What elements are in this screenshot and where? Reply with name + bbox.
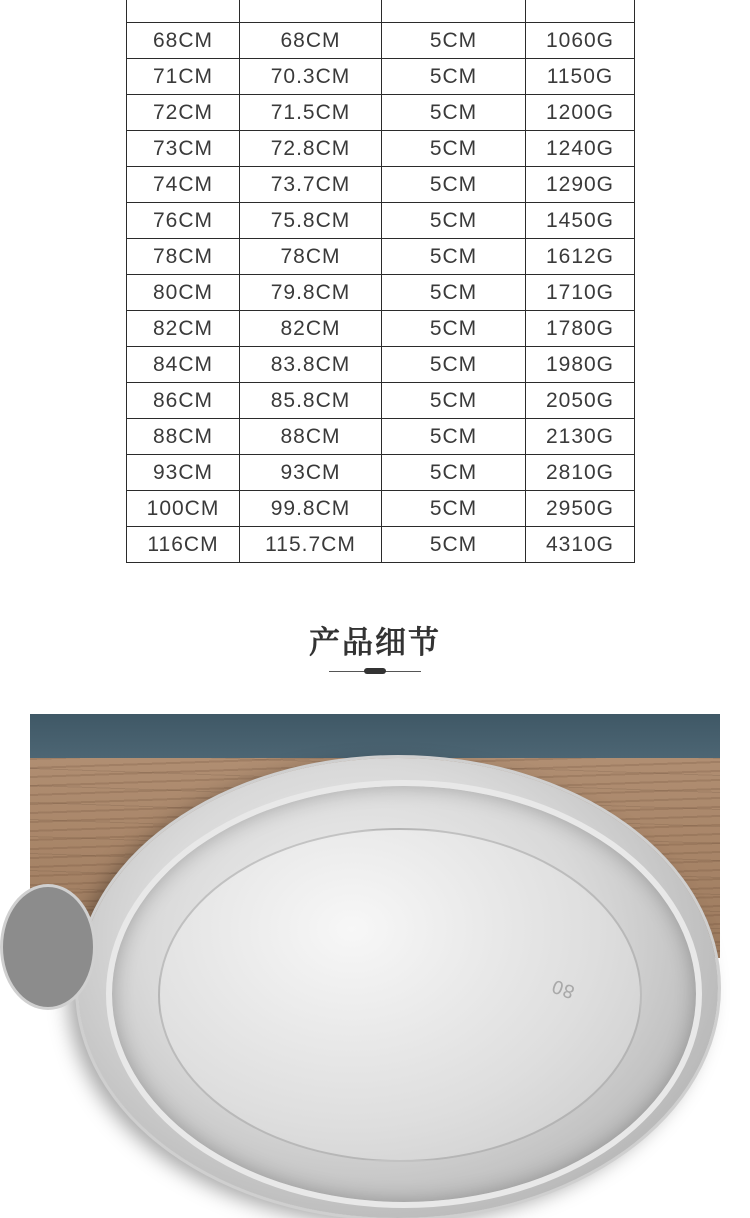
table-cell: 83.8CM bbox=[240, 347, 382, 383]
table-row bbox=[127, 347, 635, 383]
table-row-partial bbox=[127, 0, 635, 23]
table-cell: 1240G bbox=[526, 131, 635, 167]
section-title: 产品细节 bbox=[309, 625, 441, 661]
table-row bbox=[127, 383, 635, 419]
table-row bbox=[127, 131, 635, 167]
table-cell: 2810G bbox=[526, 455, 635, 491]
table-cell: 79.8CM bbox=[240, 275, 382, 311]
spec-table bbox=[126, 0, 635, 563]
table-cell: 5CM bbox=[382, 239, 526, 275]
table-cell: 80CM bbox=[127, 275, 240, 311]
table-cell: 99.8CM bbox=[240, 491, 382, 527]
table-cell: 72CM bbox=[127, 95, 240, 131]
table-cell: 78CM bbox=[127, 239, 240, 275]
table-cell: 1200G bbox=[526, 95, 635, 131]
table-cell: 5CM bbox=[382, 131, 526, 167]
table-cell: 75.8CM bbox=[240, 203, 382, 239]
table-cell: 73CM bbox=[127, 131, 240, 167]
table-cell: 1450G bbox=[526, 203, 635, 239]
table-cell-empty bbox=[382, 0, 526, 23]
table-row bbox=[127, 419, 635, 455]
photo-background-wall bbox=[30, 714, 720, 760]
table-row bbox=[127, 275, 635, 311]
table-row bbox=[127, 527, 635, 563]
table-cell: 2130G bbox=[526, 419, 635, 455]
table-cell: 70.3CM bbox=[240, 59, 382, 95]
title-divider-mark bbox=[364, 668, 386, 674]
table-cell: 5CM bbox=[382, 311, 526, 347]
table-cell: 1150G bbox=[526, 59, 635, 95]
table-cell: 5CM bbox=[382, 203, 526, 239]
table-cell: 5CM bbox=[382, 95, 526, 131]
table-cell: 5CM bbox=[382, 455, 526, 491]
table-cell: 93CM bbox=[127, 455, 240, 491]
table-row bbox=[127, 491, 635, 527]
table-cell: 5CM bbox=[382, 23, 526, 59]
table-cell: 84CM bbox=[127, 347, 240, 383]
table-cell: 4310G bbox=[526, 527, 635, 563]
table-cell: 88CM bbox=[127, 419, 240, 455]
product-detail-photo bbox=[30, 714, 720, 1003]
table-cell: 88CM bbox=[240, 419, 382, 455]
table-row bbox=[127, 203, 635, 239]
table-cell: 93CM bbox=[240, 455, 382, 491]
table-cell: 82CM bbox=[127, 311, 240, 347]
table-cell: 115.7CM bbox=[240, 527, 382, 563]
table-cell: 72.8CM bbox=[240, 131, 382, 167]
table-row bbox=[127, 311, 635, 347]
table-cell: 116CM bbox=[127, 527, 240, 563]
table-row bbox=[127, 59, 635, 95]
table-cell: 68CM bbox=[127, 23, 240, 59]
table-cell: 1290G bbox=[526, 167, 635, 203]
spec-table-body bbox=[127, 0, 635, 563]
table-cell: 2050G bbox=[526, 383, 635, 419]
table-cell: 1612G bbox=[526, 239, 635, 275]
plate-engraved-mark: 80 bbox=[549, 974, 578, 1003]
table-cell: 73.7CM bbox=[240, 167, 382, 203]
table-cell: 5CM bbox=[382, 167, 526, 203]
table-cell: 5CM bbox=[382, 383, 526, 419]
table-cell: 5CM bbox=[382, 419, 526, 455]
table-cell: 5CM bbox=[382, 491, 526, 527]
table-cell: 71.5CM bbox=[240, 95, 382, 131]
table-row bbox=[127, 455, 635, 491]
table-cell: 68CM bbox=[240, 23, 382, 59]
table-row bbox=[127, 167, 635, 203]
table-cell: 2950G bbox=[526, 491, 635, 527]
table-cell: 86CM bbox=[127, 383, 240, 419]
steel-plate-image bbox=[78, 758, 718, 1218]
table-cell: 76CM bbox=[127, 203, 240, 239]
table-cell: 74CM bbox=[127, 167, 240, 203]
second-plate-edge bbox=[0, 884, 96, 1010]
table-cell: 71CM bbox=[127, 59, 240, 95]
table-cell: 1060G bbox=[526, 23, 635, 59]
table-cell: 78CM bbox=[240, 239, 382, 275]
table-row bbox=[127, 23, 635, 59]
table-cell: 5CM bbox=[382, 275, 526, 311]
table-cell: 82CM bbox=[240, 311, 382, 347]
table-cell-empty bbox=[127, 0, 240, 23]
table-row bbox=[127, 95, 635, 131]
table-row bbox=[127, 239, 635, 275]
table-cell: 85.8CM bbox=[240, 383, 382, 419]
table-cell: 5CM bbox=[382, 347, 526, 383]
table-cell-empty bbox=[526, 0, 635, 23]
table-cell: 5CM bbox=[382, 527, 526, 563]
table-cell: 100CM bbox=[127, 491, 240, 527]
table-cell: 1980G bbox=[526, 347, 635, 383]
table-cell: 1710G bbox=[526, 275, 635, 311]
table-cell: 1780G bbox=[526, 311, 635, 347]
table-cell-empty bbox=[240, 0, 382, 23]
table-cell: 5CM bbox=[382, 59, 526, 95]
